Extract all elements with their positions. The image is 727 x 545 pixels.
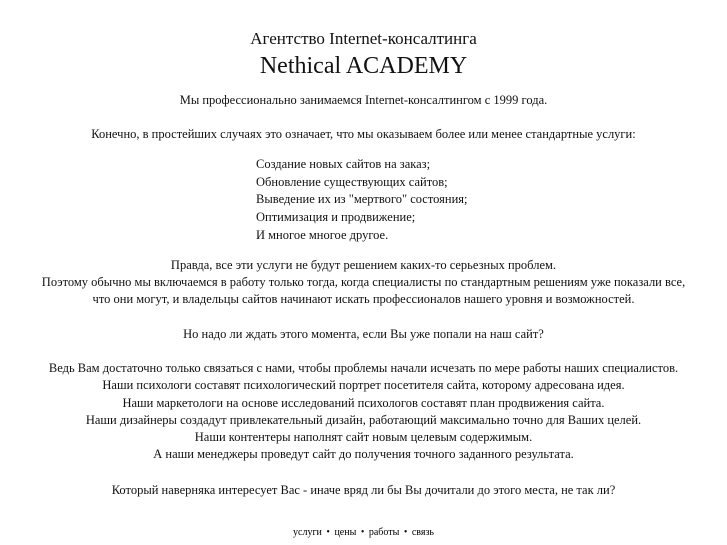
footer-nav [0,526,727,540]
problems-line: что они могут, и владельцы сайтов начинают искать профессионалов нашего уровня и возможностей. [92,292,635,306]
nav-link-works[interactable]: работы [368,527,400,538]
services-list-item: Выведение их из "мертвого" состояния; [256,192,468,207]
agency-subtitle: Агентство Internet-консалтинга [250,29,477,48]
intro-standard: Конечно, в простейших случаях это означает, что мы оказываем более или менее стандартные услуги: [91,127,636,141]
page-title: Nethical ACADEMY [259,53,468,79]
question-line: Но надо ли ждать этого момента, если Вы уже попали на наш сайт? [183,327,544,341]
nav-link-services[interactable]: услуги [293,527,322,538]
services-list-item: Создание новых сайтов на заказ; [256,157,431,171]
intro-since: Мы профессионально занимаемся Internet-консалтингом с 1999 года. [179,93,548,107]
nav-separator: • [360,527,365,538]
problems-line: Поэтому обычно мы включаемся в работу только тогда, когда специалисты по стандартным решениям уже показали все, [41,275,686,289]
services-list-item: Оптимизация и продвижение; [256,210,416,225]
closing-line: Который наверняка интересует Вас - иначе вряд ли бы Вы дочитали до этого места, не так ли? [111,483,616,497]
team-line: Наши дизайнеры создадут привлекательный дизайн, работающий максимально точно для Ваших целей. [85,413,642,427]
team-line: А наши менеджеры проведут сайт до получения точного заданного результата. [153,447,574,461]
nav-separator: • [403,527,408,538]
team-line: Наши маркетологи на основе исследований психологов составят план продвижения сайта. [122,396,605,410]
nav-link-prices[interactable]: цены [334,527,357,538]
problems-line: Правда, все эти услуги не будут решением каких-то серьезных проблем. [170,258,557,272]
team-line: Ведь Вам достаточно только связаться с нами, чтобы проблемы начали исчезать по мере работы наших специалистов. [48,361,679,375]
services-list [256,156,468,245]
team-line: Наши контентеры наполнят сайт новым целевым содержимым. [194,430,533,444]
services-list-item: Обновление существующих сайтов; [256,174,448,189]
nav-link-contact[interactable]: связь [411,527,434,538]
services-list-item: И многое многое другое. [256,227,389,242]
team-line: Наши психологи составят психологический портрет посетителя сайта, которому адресована идея. [102,378,625,392]
nav-separator: • [326,527,330,538]
